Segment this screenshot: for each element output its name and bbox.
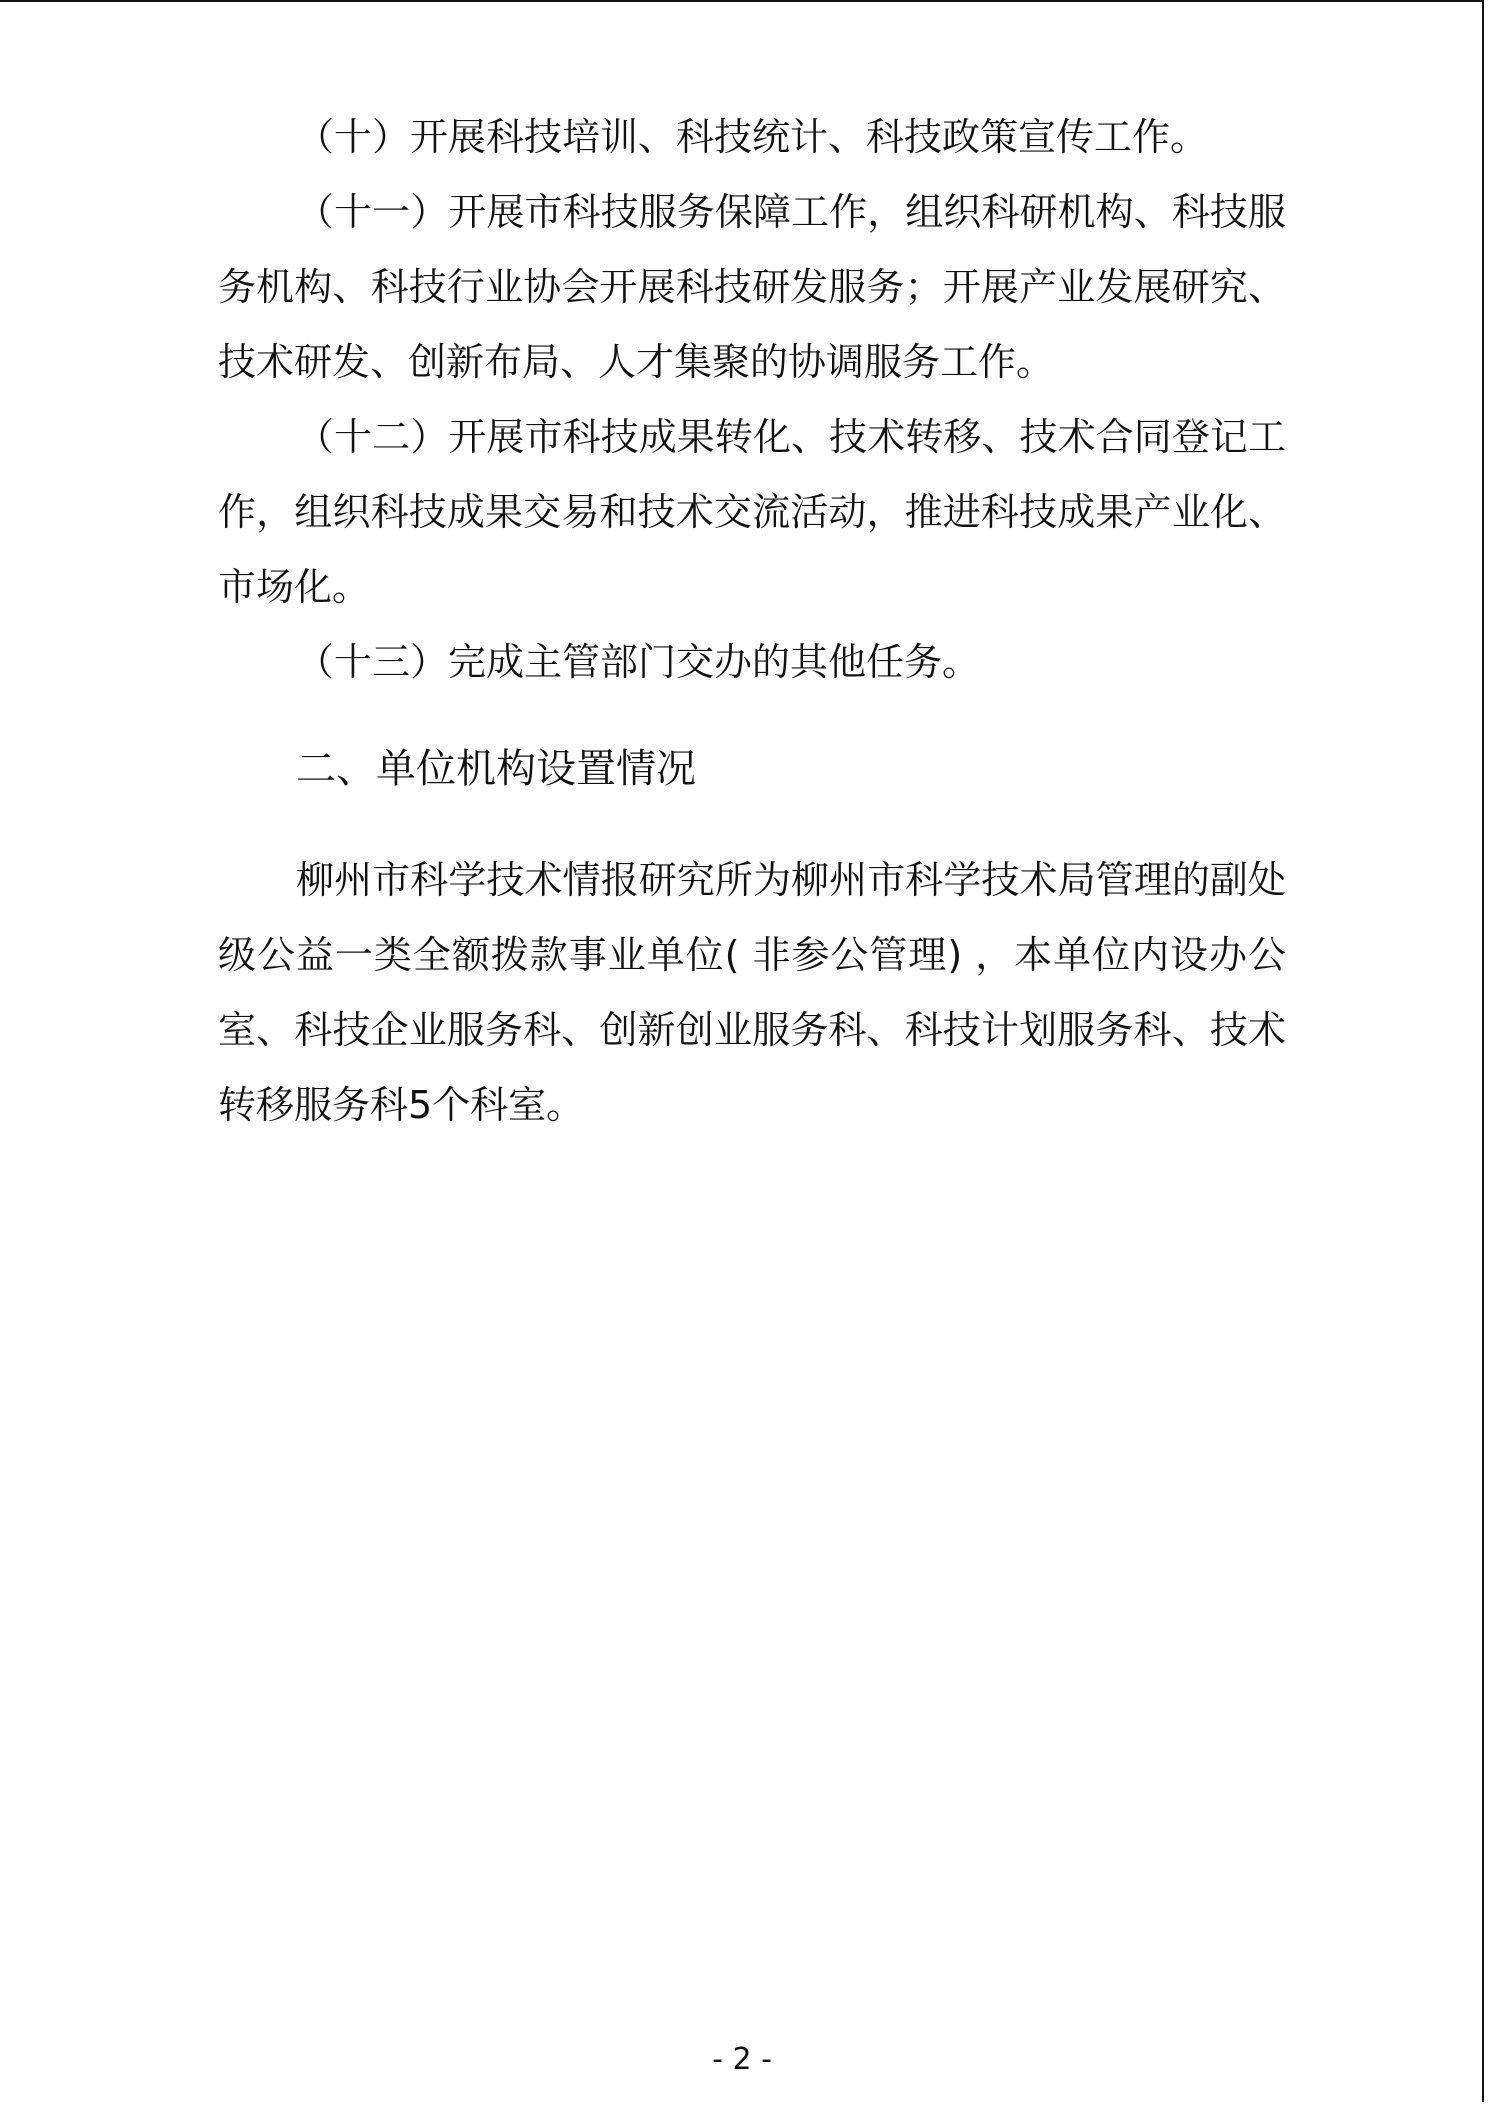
- document-body: [218, 100, 1286, 1143]
- section-body-paragraph: 柳州市科学技术情报研究所为柳州市科学技术局管理的副处级公益一类全额拨款事业单位( 非参公管理) ，本单位内设办公室、科技企业服务科、创新创业服务科、科技计划服务科、技术转移服务科5个科室。: [218, 858, 1286, 1127]
- paragraph-item-13: （十三）完成主管部门交办的其他任务。: [296, 640, 981, 684]
- paragraph-item-12: （十二）开展市科技成果转化、技术转移、技术合同登记工作，组织科技成果交易和技术交流活动，推进科技成果产业化、市场化。: [218, 415, 1286, 609]
- paragraph-item-10: （十）开展科技培训、科技统计、科技政策宣传工作。: [296, 115, 1209, 159]
- paragraph-item-11: （十一）开展市科技服务保障工作，组织科研机构、科技服务机构、科技行业协会开展科技研发服务；开展产业发展研究、技术研发、创新布局、人才集聚的协调服务工作。: [218, 190, 1286, 384]
- section-heading: 二、单位机构设置情况: [296, 746, 696, 792]
- page-number: - 2 -: [712, 2042, 772, 2077]
